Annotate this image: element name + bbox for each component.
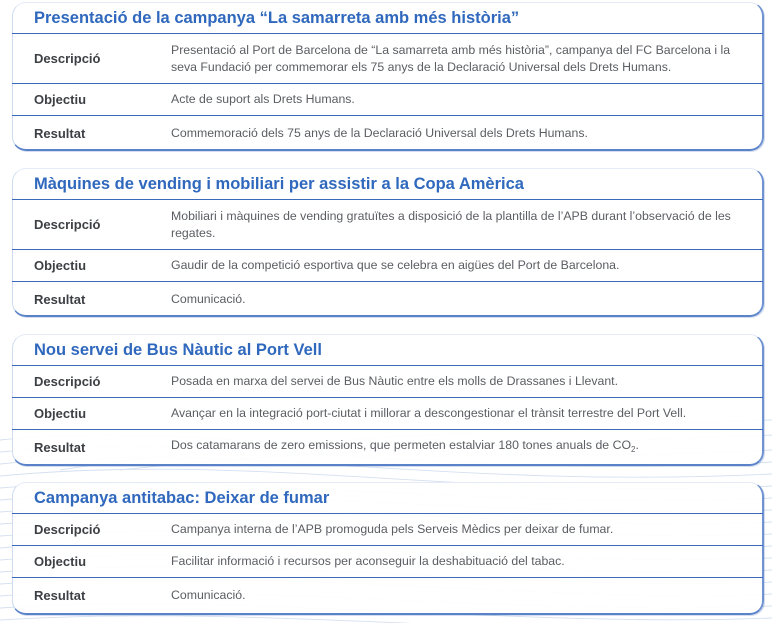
row-value: Mobiliari i màquines de vending gratuïtes a disposició de la plantilla de l’APB durant l’observació de les regates.: [171, 208, 731, 240]
section-title: Campanya antitabac: Deixar de fumar: [12, 483, 763, 514]
section-title: Nou servei de Bus Nàutic al Port Vell: [12, 335, 763, 366]
row-value: Avançar en la integració port-ciutat i millorar a descongestionar el trànsit terrestre del Port Vell.: [171, 406, 687, 420]
row-value: Campanya interna de l’APB promoguda pels Serveis Mèdics per deixar de fumar.: [171, 522, 614, 536]
row-descripcio: [12, 514, 763, 546]
row-value: Gaudir de la competició esportiva que se celebra en aigües del Port de Barcelona.: [171, 258, 620, 272]
row-resultat: [12, 578, 763, 612]
row-label: Descripció: [34, 522, 101, 537]
section-card-samarreta: [12, 2, 764, 151]
row-objectiu: [12, 398, 763, 430]
row-objectiu: [12, 546, 763, 578]
section-card-antitabac: [12, 482, 764, 615]
row-label: Resultat: [34, 439, 86, 455]
row-label: Objectiu: [34, 258, 87, 273]
row-label: Resultat: [34, 291, 86, 307]
row-label: Resultat: [34, 125, 86, 141]
row-resultat: [12, 282, 763, 316]
value-text: Dos catamarans de zero emissions, que permeten estalviar 180 tones anuals de CO: [171, 437, 632, 452]
value-subscript: 2: [631, 444, 636, 454]
row-descripcio: [12, 200, 763, 250]
section-title: Presentació de la campanya “La samarreta amb més història”: [12, 3, 763, 34]
section-card-bus-nautic: [12, 334, 764, 466]
value-suffix: .: [635, 437, 639, 452]
row-value: Posada en marxa del servei de Bus Nàutic entre els molls de Drassanes i Llevant.: [171, 374, 619, 388]
row-resultat: [12, 116, 763, 150]
row-value: Comunicació.: [171, 587, 246, 602]
row-label: Resultat: [34, 587, 86, 603]
row-resultat: [12, 430, 763, 464]
row-label: Descripció: [34, 217, 101, 232]
row-descripcio: [12, 34, 763, 84]
row-label: Objectiu: [34, 406, 87, 421]
row-value: Facilitar informació i recursos per aconseguir la deshabituació del tabac.: [171, 554, 565, 568]
row-value: Presentació al Port de Barcelona de “La samarreta amb més història”, campanya del FC Barcelona i la seva Fundació per commemorar els 75 anys de la Declaració Universal dels Drets Humans.: [171, 42, 731, 74]
row-label: Objectiu: [34, 554, 87, 569]
row-value: Comunicació.: [171, 291, 246, 306]
row-objectiu: [12, 84, 763, 116]
section-card-copa-america: [12, 168, 764, 317]
row-label: Descripció: [34, 374, 101, 389]
row-label: Objectiu: [34, 92, 87, 107]
section-title: Màquines de vending i mobiliari per assistir a la Copa Amèrica: [12, 169, 763, 200]
row-label: Descripció: [34, 51, 101, 66]
row-value: [171, 437, 763, 458]
row-value: Acte de suport als Drets Humans.: [171, 92, 355, 106]
row-objectiu: [12, 250, 763, 282]
row-value: Commemoració dels 75 anys de la Declaració Universal dels Drets Humans.: [171, 125, 588, 140]
row-descripcio: [12, 366, 763, 398]
